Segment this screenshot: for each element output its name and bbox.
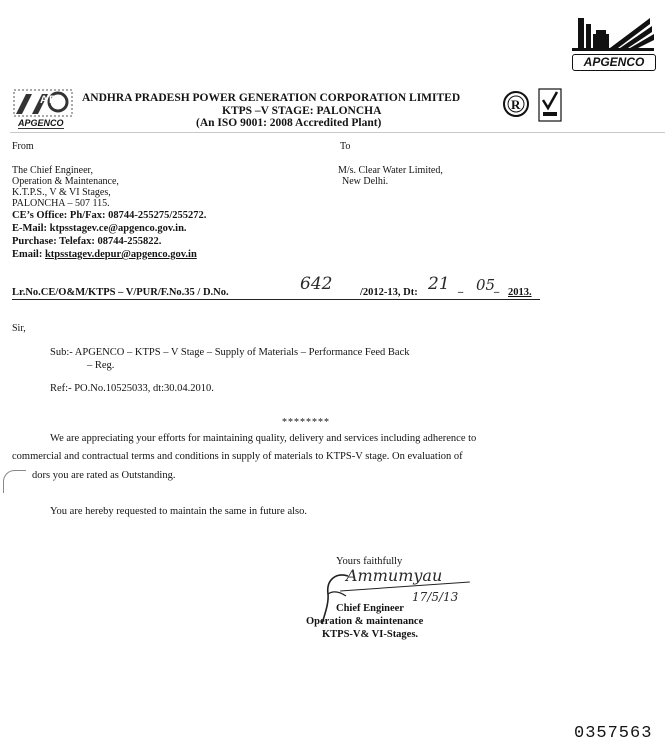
subject-line: Sub:- APGENCO – KTPS – V Stage – Supply of Materials – Performance Feed Back [50, 347, 410, 358]
handwritten-month: 05 [476, 276, 496, 294]
handwritten-day: 21 [428, 274, 450, 294]
reference-year-end: 2013. [508, 287, 532, 298]
seal-initials: AP [40, 94, 58, 106]
apgenco-seal-logo [12, 88, 74, 132]
handwritten-sign-date: 17/5/13 [412, 590, 459, 604]
separator-stars: ******** [282, 417, 330, 428]
from-line-designation: The Chief Engineer, [12, 165, 93, 176]
paragraph-1-line-1: We are appreciating your efforts for maintaining quality, delivery and services including adherence to [50, 433, 477, 444]
registered-mark-icon [502, 90, 530, 118]
paragraph-1-line-3: dors you are rated as Outstanding. [32, 470, 176, 481]
apgenco-logo [568, 14, 658, 72]
to-label: To [340, 141, 351, 152]
from-purchase-phone: Purchase: Telefax: 08744-255822. [12, 236, 162, 247]
reference-dash-1: – [458, 287, 464, 298]
reference-year: /2012-13, Dt: [360, 287, 418, 298]
organization-name: ANDHRA PRADESH POWER GENERATION CORPORATION LIMITED [82, 92, 461, 104]
from-line-department: Operation & Maintenance, [12, 176, 119, 187]
email-label: Email: [12, 249, 45, 260]
closing-yours-faithfully: Yours faithfully [336, 556, 403, 567]
from-email: E-Mail: ktpsstagev.ce@apgenco.gov.in. [12, 223, 187, 234]
paragraph-1-line-2: commercial and contractual terms and conditions in supply of materials to KTPS-V stage. On evaluation of [12, 451, 463, 462]
serial-number: 0357563 [574, 724, 653, 743]
iso-badge [538, 88, 562, 122]
apgenco-brand-text: APGENCO [572, 54, 656, 71]
handwritten-signature: Ammumyau [346, 566, 443, 585]
signatory-station: KTPS-V& VI-Stages. [322, 629, 419, 640]
registered-badge [502, 90, 530, 118]
from-label: From [12, 141, 34, 152]
to-line-city: New Delhi. [342, 176, 389, 187]
reference-po: Ref:- PO.No.10525033, dt:30.04.2010. [50, 383, 214, 394]
header-divider [10, 132, 665, 133]
reference-line [12, 287, 229, 298]
subject-continuation: – Reg. [87, 360, 115, 371]
iso-check-icon [538, 88, 562, 122]
from-line-station: K.T.P.S., V & VI Stages, [12, 187, 111, 198]
from-line-town: PALONCHA – 507 115. [12, 198, 110, 209]
reference-underline [12, 299, 540, 300]
reference-dash-2: – [494, 287, 500, 298]
svg-text:R: R [511, 97, 521, 112]
signatory-department: Operation & maintenance [306, 616, 424, 627]
power-plant-icon [568, 14, 658, 58]
seal-caption: APGENCO [18, 118, 64, 128]
paragraph-2: You are hereby requested to maintain the same in future also. [50, 506, 307, 517]
purchase-email-link[interactable]: ktpsstagev.depur@apgenco.gov.in [44, 249, 197, 260]
salutation: Sir, [12, 323, 26, 334]
accreditation-text: (An ISO 9001: 2008 Accredited Plant) [196, 117, 382, 129]
from-office-phone: CE’s Office: Ph/Fax: 08744-255275/255272. [12, 210, 207, 221]
reference-prefix: Lr.No.CE/O&M/KTPS – V/PUR/F.No.35 / D.No. [12, 287, 229, 298]
from-email-purchase [12, 249, 197, 260]
hole-punch-mark [3, 470, 26, 493]
handwritten-dno: 642 [300, 274, 333, 294]
signatory-title: Chief Engineer [336, 603, 404, 614]
to-line-company: M/s. Clear Water Limited, [338, 165, 443, 176]
station-name: KTPS –V STAGE: PALONCHA [222, 105, 382, 117]
